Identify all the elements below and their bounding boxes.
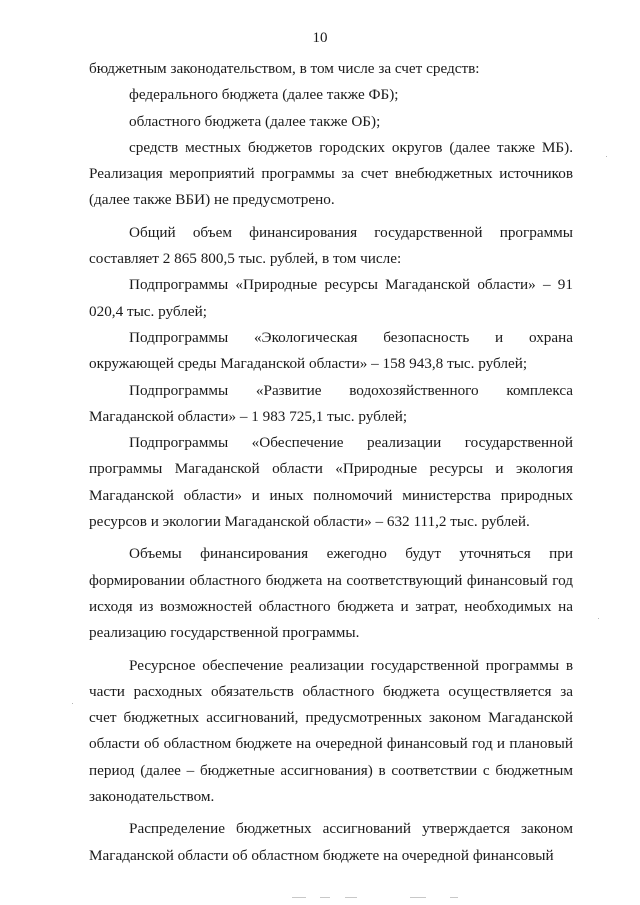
scan-speck	[606, 156, 607, 157]
document-body	[89, 56, 573, 869]
scan-edge-mark	[345, 897, 357, 898]
scan-speck	[72, 703, 73, 704]
paragraph-resource-provision: Ресурсное обеспечение реализации государственной программы в части расходных обязательств областного бюджета осуществляется за счет бюджетных ассигнований, предусмотренных законом Магаданской области об областном бюджете на очередной финансовый год и плановый период (далее – бюджетные ассигнования) в соответствии с бюджетным законодательством.	[89, 656, 573, 806]
scan-edge-mark	[410, 897, 426, 898]
paragraph-subprogram-natural-resources: Подпрограммы «Природные ресурсы Магаданской области» – 91 020,4 тыс. рублей;	[89, 276, 573, 320]
scan-edge-mark	[320, 897, 330, 898]
paragraph-local-budgets: средств местных бюджетов городских округов (далее также МБ). Реализация мероприятий программы за счет внебюджетных источников (далее также ВБИ) не предусмотрено.	[89, 138, 573, 209]
paragraph-budget-law-continuation: бюджетным законодательством, в том числе за счет средств:	[89, 60, 480, 77]
paragraph-financing-adjustment: Объемы финансирования ежегодно будут уточняться при формировании областного бюджета на соответствующий финансовый год исходя из возможностей областного бюджета и затрат, необходимых на реализацию государственной программы.	[89, 545, 573, 642]
scan-edge-mark	[292, 897, 306, 898]
paragraph-regional-budget: областного бюджета (далее также ОБ);	[129, 112, 381, 130]
paragraph-subprogram-water-management: Подпрограммы «Развитие водохозяйственного комплекса Магаданской области» – 1 983 725,1 тыс. рублей;	[89, 381, 573, 425]
scan-speck	[598, 618, 599, 619]
paragraph-federal-budget: федерального бюджета (далее также ФБ);	[129, 86, 399, 104]
paragraph-allocation-distribution: Распределение бюджетных ассигнований утверждается законом Магаданской области об областном бюджете на очередной финансовый	[89, 820, 573, 864]
paragraph-subprogram-program-support: Подпрограммы «Обеспечение реализации государственной программы Магаданской области «Природные ресурсы и экология Магаданской области» и иных полномочий министерства природных ресурсов и экологии Магаданской области» – 632 111,2 тыс. рублей.	[89, 434, 573, 531]
page-number: 10	[312, 30, 328, 46]
scan-edge-mark	[450, 897, 458, 898]
paragraph-total-financing: Общий объем финансирования государственной программы составляет 2 865 800,5 тыс. рублей, в том числе:	[89, 223, 573, 268]
paragraph-subprogram-ecological-safety: Подпрограммы «Экологическая безопасность и охрана окружающей среды Магаданской области» – 158 943,8 тыс. рублей;	[89, 328, 573, 373]
